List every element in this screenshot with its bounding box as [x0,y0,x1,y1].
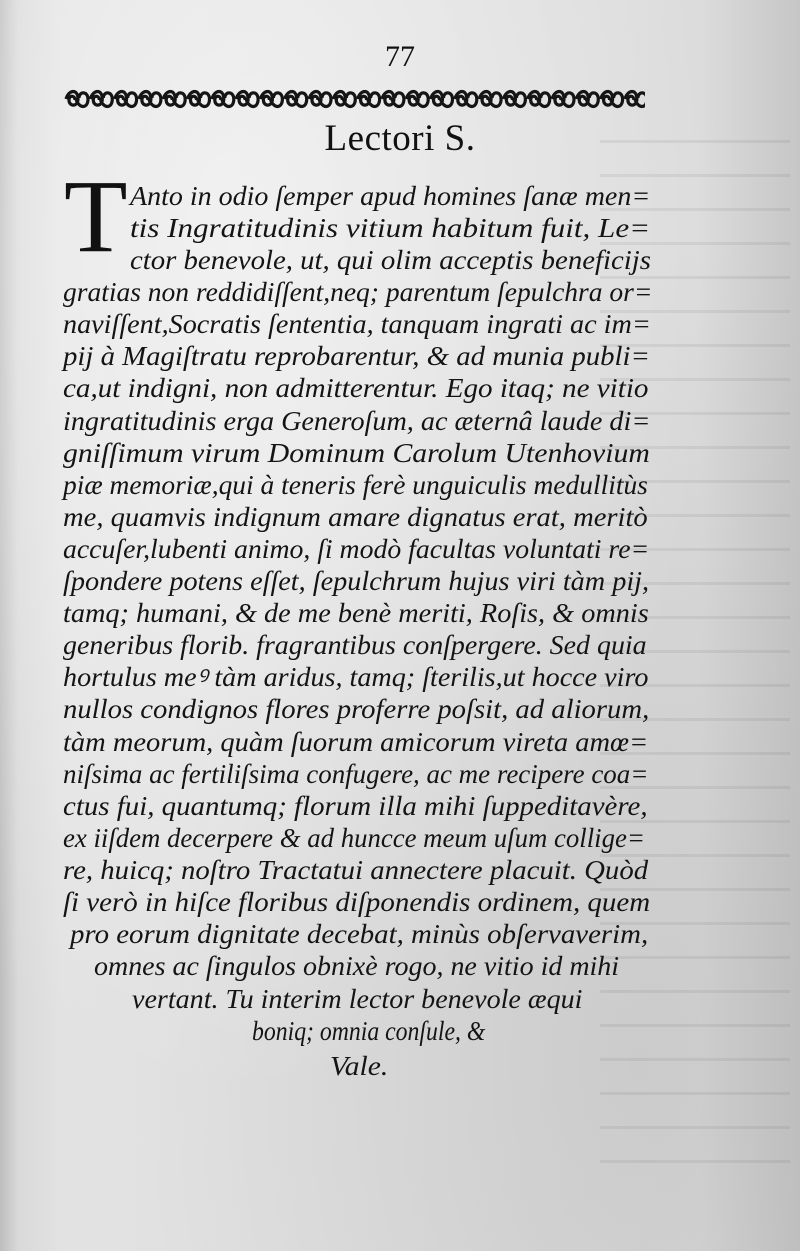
text-line: vertant. Tu interim lector benevole æqui [132,983,583,1014]
text-line: naviſſent,Socratis ſententia, tanquam ingrati ac im= [63,308,651,339]
text-line: pro eorum dignitate decebat, minùs obſervaverim, [70,918,649,949]
page-heading: Lectori S. [324,118,476,159]
text-line: ctus fui, quantumq; florum illa mihi ſuppeditavère, [63,790,648,821]
text-line: accuſer,lubenti animo, ſi modò facultas voluntati re= [63,533,650,564]
text-line: nullos condignos flores proferre poſsit, ad aliorum, [63,693,650,724]
text-line: tàm meorum, quàm ſuorum amicorum vireta amœ= [63,726,649,757]
text-line: Vale. [330,1050,389,1081]
drop-cap: T [64,159,128,274]
text-line: ca,ut indigni, non admitterentur. Ego itaq; ne vitio [63,372,649,403]
text-line: re, huicq; noſtro Tractatui annectere placuit. Quòd [63,854,649,885]
text-line: niſsima ac fertiliſsima confugere, ac me recipere coa= [63,758,649,789]
text-line: Anto in odio ſemper apud homines ſanæ men= [130,180,651,211]
text-line: omnes ac ſingulos obnixè rogo, ne vitio id mihi [94,950,620,981]
text-line: pij à Magiſtratu reprobarentur, & ad munia publi= [63,340,650,371]
text-line: piæ memoriæ,qui à teneris ferè unguiculis medullitùs [63,469,648,500]
text-line: boniq; omnia conſule, & [252,1015,486,1046]
text-line: ingratitudinis erga Generoſum, ac æternâ laude di= [63,405,651,436]
text-line: tamq; humani, & de me benè meriti, Roſis, & omnis [63,597,649,628]
text-line: ſpondere potens eſſet, ſepulchrum hujus viri tàm pij, [63,565,650,596]
text-line: hortulus meꝰ tàm aridus, tamq; ſterilis,ut hocce viro [63,661,649,692]
text-line: tis Ingratitudinis vitium habitum fuit, Le= [130,212,651,243]
text-line: ctor benevole, ut, qui olim acceptis beneficijs [130,244,651,275]
text-line: gniſſimum virum Dominum Carolum Utenhovium [63,437,650,468]
text-line: gratias non reddidiſſent,neq; parentum ſepulchra or= [63,276,653,307]
ornamental-border [62,86,645,112]
text-line: ſi verò in hiſce floribus diſponendis ordinem, quem [63,886,651,917]
text-line: generibus florib. fragrantibus conſpergere. Sed quia [63,629,647,660]
page-number: 77 [385,40,415,73]
text-line: ex iiſdem decerpere & ad huncce meum uſum collige= [63,822,645,853]
text-line: me, quamvis indignum amare dignatus erat, meritò [63,501,648,532]
